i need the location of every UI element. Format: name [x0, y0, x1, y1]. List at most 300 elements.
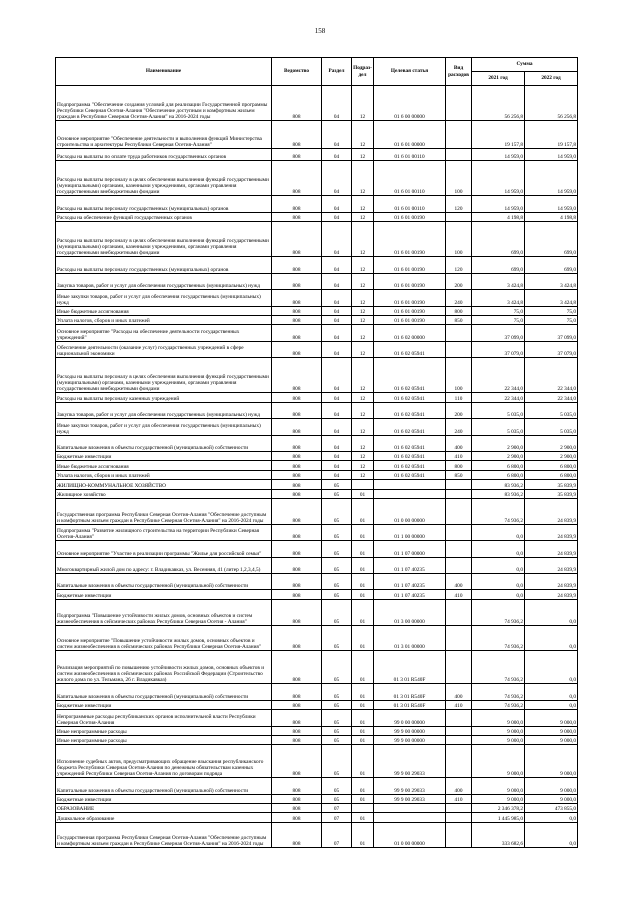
cell-sum-2021: 2 900,0 — [472, 452, 525, 461]
cell-section: 04 — [322, 290, 352, 306]
cell-target: 01 3 01 00000 — [374, 625, 446, 651]
cell-section: 04 — [322, 257, 352, 273]
cell-sum-2022: 6 800,0 — [525, 470, 578, 479]
budget-table — [55, 57, 578, 848]
cell-subsection: 01 — [352, 574, 374, 590]
cell-name: Расходы на выплаты персоналу государственных (муниципальных) органов — [56, 196, 272, 212]
cell-exptype: 100 — [446, 358, 472, 393]
table-row — [56, 393, 578, 402]
cell-sum-2021: 75,0 — [472, 315, 525, 324]
cell-target — [374, 489, 446, 498]
table-row — [56, 574, 578, 590]
cell-subsection: 01 — [352, 489, 374, 498]
cell-sum-2022: 9 000,0 — [525, 778, 578, 794]
cell-sum-2022: 2 900,0 — [525, 435, 578, 451]
cell-dept: 808 — [272, 196, 322, 212]
header-exptype: Вид расходов — [446, 58, 472, 86]
table-row — [56, 684, 578, 700]
cell-sum-2021: 74 936,2 — [472, 498, 525, 524]
cell-exptype: 100 — [446, 161, 472, 196]
cell-subsection: 12 — [352, 149, 374, 161]
cell-section: 05 — [322, 735, 352, 744]
cell-exptype — [446, 803, 472, 812]
cell-exptype — [446, 651, 472, 684]
table-row — [56, 358, 578, 393]
cell-section: 05 — [322, 726, 352, 735]
cell-section: 05 — [322, 524, 352, 540]
cell-name: Капитальные вложения в объекты государственной (муниципальной) собственности — [56, 574, 272, 590]
cell-section: 05 — [322, 710, 352, 726]
table-row — [56, 625, 578, 651]
cell-subsection: 12 — [352, 452, 374, 461]
table-row — [56, 590, 578, 599]
table-row — [56, 435, 578, 451]
cell-sum-2022: 75,0 — [525, 306, 578, 315]
cell-section: 04 — [322, 461, 352, 470]
cell-sum-2021: 37 099,0 — [472, 325, 525, 341]
cell-name: Непрограммные расходы республиканских органов исполнительной власти Республики Северная Осетия-Алания — [56, 710, 272, 726]
cell-dept: 808 — [272, 745, 322, 778]
header-target: Целевая статья — [374, 58, 446, 86]
cell-exptype — [446, 341, 472, 357]
cell-sum-2021: 75,0 — [472, 306, 525, 315]
cell-sum-2021: 9 000,0 — [472, 735, 525, 744]
cell-name: Жилищное хозяйство — [56, 489, 272, 498]
cell-subsection: 12 — [352, 325, 374, 341]
cell-sum-2021: 0,0 — [472, 574, 525, 590]
cell-name: Дошкольное образование — [56, 813, 272, 822]
table-row — [56, 470, 578, 479]
cell-dept: 808 — [272, 435, 322, 451]
cell-target: 01 6 01 00190 — [374, 212, 446, 221]
header-year-2021: 2021 год — [472, 72, 525, 86]
cell-name: Расходы на обеспечение функций государственных органов — [56, 212, 272, 221]
cell-section: 04 — [322, 402, 352, 418]
table-row — [56, 813, 578, 822]
table-row — [56, 498, 578, 524]
table-row — [56, 161, 578, 196]
cell-target: 01 0 00 00000 — [374, 498, 446, 524]
cell-exptype: 240 — [446, 290, 472, 306]
cell-subsection: 12 — [352, 461, 374, 470]
cell-subsection: 12 — [352, 470, 374, 479]
table-row — [56, 480, 578, 489]
cell-section: 07 — [322, 822, 352, 848]
cell-subsection: 01 — [352, 590, 374, 599]
cell-target: 01 6 02 05941 — [374, 435, 446, 451]
table-row — [56, 196, 578, 212]
cell-exptype: 200 — [446, 402, 472, 418]
cell-exptype — [446, 86, 472, 121]
cell-sum-2021: 0,0 — [472, 557, 525, 573]
cell-subsection: 01 — [352, 498, 374, 524]
cell-section: 04 — [322, 161, 352, 196]
cell-exptype: 120 — [446, 196, 472, 212]
cell-sum-2021: 2 900,0 — [472, 435, 525, 451]
cell-sum-2022: 24 839,9 — [525, 590, 578, 599]
cell-dept: 808 — [272, 325, 322, 341]
table-row — [56, 306, 578, 315]
cell-target: 01 6 01 00110 — [374, 149, 446, 161]
cell-name: Иные закупки товаров, работ и услуг для обеспечения государственных (муниципальных) нужд — [56, 419, 272, 435]
cell-target — [374, 480, 446, 489]
table-row — [56, 222, 578, 257]
cell-exptype — [446, 489, 472, 498]
cell-name: Подпрограмма "Повышение устойчивости жилых домов, основных объектов и систем жизнеобеспечения в сейсмических районах Республики Северная Осетия - Алания" — [56, 599, 272, 625]
cell-sum-2022: 699,0 — [525, 222, 578, 257]
cell-sum-2022: 9 000,0 — [525, 745, 578, 778]
cell-dept: 808 — [272, 315, 322, 324]
cell-sum-2022: 14 959,0 — [525, 196, 578, 212]
cell-exptype: 100 — [446, 222, 472, 257]
cell-section: 07 — [322, 803, 352, 812]
cell-exptype — [446, 822, 472, 848]
cell-exptype: 850 — [446, 315, 472, 324]
cell-target: 01 6 02 05941 — [374, 393, 446, 402]
cell-sum-2021: 37 079,0 — [472, 341, 525, 357]
cell-exptype — [446, 480, 472, 489]
cell-sum-2021: 22 344,0 — [472, 393, 525, 402]
cell-subsection: 12 — [352, 290, 374, 306]
cell-sum-2021: 56 256,8 — [472, 86, 525, 121]
cell-section: 04 — [322, 470, 352, 479]
cell-sum-2022: 5 035,0 — [525, 419, 578, 435]
cell-target: 01 3 01 R540F — [374, 700, 446, 709]
cell-subsection — [352, 803, 374, 812]
table-row — [56, 419, 578, 435]
cell-exptype: 800 — [446, 306, 472, 315]
cell-name: Уплата налогов, сборов и иных платежей — [56, 470, 272, 479]
cell-exptype: 410 — [446, 700, 472, 709]
cell-dept: 808 — [272, 726, 322, 735]
cell-name: Закупка товаров, работ и услуг для обеспечения государственных (муниципальных) нужд — [56, 402, 272, 418]
header-section: Раздел — [322, 58, 352, 86]
cell-section: 05 — [322, 794, 352, 803]
table-row — [56, 524, 578, 540]
table-row — [56, 452, 578, 461]
cell-sum-2022: 14 959,0 — [525, 161, 578, 196]
cell-section: 04 — [322, 196, 352, 212]
cell-subsection: 12 — [352, 212, 374, 221]
cell-sum-2021: 9 000,0 — [472, 710, 525, 726]
cell-target: 01 6 01 00110 — [374, 196, 446, 212]
cell-sum-2021: 4 198,8 — [472, 212, 525, 221]
cell-target: 01 6 02 05941 — [374, 452, 446, 461]
table-row — [56, 710, 578, 726]
cell-name: Расходы на выплаты персоналу государственных (муниципальных) органов — [56, 257, 272, 273]
cell-sum-2021: 9 000,0 — [472, 778, 525, 794]
cell-exptype — [446, 599, 472, 625]
cell-target: 99 9 00 00000 — [374, 726, 446, 735]
cell-target: 01 1 00 00000 — [374, 524, 446, 540]
cell-sum-2022: 2 900,0 — [525, 452, 578, 461]
cell-sum-2021: 14 959,0 — [472, 161, 525, 196]
cell-subsection: 01 — [352, 794, 374, 803]
cell-section: 04 — [322, 419, 352, 435]
cell-sum-2021: 83 936,2 — [472, 489, 525, 498]
cell-target: 01 6 00 00000 — [374, 86, 446, 121]
cell-subsection: 01 — [352, 813, 374, 822]
cell-section: 04 — [322, 452, 352, 461]
cell-name: Бюджетные инвестиции — [56, 794, 272, 803]
table-header — [56, 58, 578, 86]
cell-exptype — [446, 726, 472, 735]
cell-target: 01 0 00 00000 — [374, 822, 446, 848]
cell-section: 04 — [322, 222, 352, 257]
cell-subsection: 12 — [352, 435, 374, 451]
cell-sum-2021: 22 344,0 — [472, 358, 525, 393]
cell-name: Иные бюджетные ассигнования — [56, 461, 272, 470]
cell-target: 01 6 02 05941 — [374, 470, 446, 479]
cell-exptype — [446, 212, 472, 221]
cell-section: 05 — [322, 557, 352, 573]
cell-dept: 808 — [272, 778, 322, 794]
table-row — [56, 735, 578, 744]
cell-dept: 808 — [272, 161, 322, 196]
cell-subsection: 12 — [352, 306, 374, 315]
cell-target: 01 6 01 00000 — [374, 121, 446, 149]
cell-sum-2022: 75,0 — [525, 315, 578, 324]
cell-dept: 808 — [272, 480, 322, 489]
cell-dept: 808 — [272, 599, 322, 625]
cell-sum-2022: 0,0 — [525, 599, 578, 625]
table-row — [56, 290, 578, 306]
cell-exptype: 400 — [446, 684, 472, 700]
header-name: Наименование — [56, 58, 272, 86]
cell-section: 04 — [322, 273, 352, 289]
cell-target — [374, 813, 446, 822]
cell-target: 01 1 07 40235 — [374, 574, 446, 590]
cell-exptype — [446, 149, 472, 161]
cell-dept: 808 — [272, 735, 322, 744]
cell-target: 01 3 01 R540F — [374, 684, 446, 700]
table-row — [56, 315, 578, 324]
cell-sum-2021: 2 346 378,2 — [472, 803, 525, 812]
cell-sum-2022: 3 424,8 — [525, 273, 578, 289]
cell-sum-2022: 19 157,8 — [525, 121, 578, 149]
cell-dept: 808 — [272, 341, 322, 357]
cell-exptype: 400 — [446, 574, 472, 590]
cell-sum-2022: 35 839,9 — [525, 489, 578, 498]
cell-exptype — [446, 524, 472, 540]
cell-subsection: 01 — [352, 651, 374, 684]
cell-section: 05 — [322, 480, 352, 489]
cell-exptype: 240 — [446, 419, 472, 435]
cell-subsection: 12 — [352, 196, 374, 212]
cell-sum-2021: 0,0 — [472, 590, 525, 599]
cell-name: Основное мероприятие "Обеспечение деятельности и выполнения функций Министерства строительства и архитектуры Республики Северная Осетия-Алания" — [56, 121, 272, 149]
cell-dept: 808 — [272, 625, 322, 651]
cell-subsection: 12 — [352, 393, 374, 402]
cell-section: 05 — [322, 651, 352, 684]
table-row — [56, 700, 578, 709]
cell-sum-2022: 5 035,0 — [525, 402, 578, 418]
cell-subsection: 01 — [352, 524, 374, 540]
cell-sum-2021: 83 936,2 — [472, 480, 525, 489]
table-row — [56, 461, 578, 470]
cell-target: 01 6 01 00190 — [374, 306, 446, 315]
cell-name: Капитальные вложения в объекты государственной (муниципальной) собственности — [56, 684, 272, 700]
table-row — [56, 599, 578, 625]
cell-subsection: 12 — [352, 402, 374, 418]
cell-section: 05 — [322, 700, 352, 709]
cell-section: 04 — [322, 212, 352, 221]
cell-sum-2021: 9 000,0 — [472, 726, 525, 735]
cell-sum-2021: 699,0 — [472, 257, 525, 273]
cell-name: Основное мероприятие "Расходы на обеспечение деятельности государственных учреждений" — [56, 325, 272, 341]
cell-target: 01 1 07 00000 — [374, 541, 446, 557]
cell-target: 01 1 07 40235 — [374, 590, 446, 599]
cell-dept: 808 — [272, 358, 322, 393]
cell-sum-2022: 56 256,8 — [525, 86, 578, 121]
cell-sum-2022: 473 855,0 — [525, 803, 578, 812]
table-row — [56, 257, 578, 273]
cell-name: Подпрограмма "Обеспечение создания условий для реализации Государственной программы Республики Северная Осетия-Алания "Обеспечение доступным и комфортным жильем граждан в Республике Северная Осетия-Алания" на 2016-2024 годы — [56, 86, 272, 121]
cell-dept: 808 — [272, 710, 322, 726]
cell-dept: 808 — [272, 557, 322, 573]
cell-section: 05 — [322, 498, 352, 524]
cell-name: Расходы на выплаты персоналу в целях обеспечения выполнения функций государственными (муниципальными) органами, казенными учреждениями, органами управления государственными внебюджетными фондами — [56, 161, 272, 196]
cell-name: Подпрограмма "Развитие жилищного строительства на территории Республики Северная Осетия-Алания" — [56, 524, 272, 540]
cell-section: 05 — [322, 778, 352, 794]
cell-dept: 808 — [272, 470, 322, 479]
table-row — [56, 121, 578, 149]
cell-name: Бюджетные инвестиции — [56, 590, 272, 599]
cell-dept: 808 — [272, 212, 322, 221]
cell-sum-2022: 0,0 — [525, 684, 578, 700]
cell-dept: 808 — [272, 794, 322, 803]
cell-subsection: 01 — [352, 710, 374, 726]
cell-target: 01 1 07 40235 — [374, 557, 446, 573]
cell-dept: 808 — [272, 121, 322, 149]
cell-sum-2022: 6 800,0 — [525, 461, 578, 470]
cell-sum-2022: 0,0 — [525, 625, 578, 651]
cell-section: 04 — [322, 393, 352, 402]
cell-sum-2021: 74 936,2 — [472, 651, 525, 684]
header-year-2022: 2022 год — [525, 72, 578, 86]
cell-sum-2022: 699,0 — [525, 257, 578, 273]
cell-sum-2021: 0,0 — [472, 541, 525, 557]
cell-name: Расходы на выплаты персоналу в целях обеспечения выполнения функций государственными (муниципальными) органами, казенными учреждениями, органами управления государственными внебюджетными фондами — [56, 222, 272, 257]
cell-target: 99 0 00 00000 — [374, 710, 446, 726]
cell-dept: 808 — [272, 86, 322, 121]
cell-section: 05 — [322, 625, 352, 651]
cell-dept: 808 — [272, 524, 322, 540]
cell-subsection: 12 — [352, 341, 374, 357]
cell-section: 04 — [322, 341, 352, 357]
table-row — [56, 651, 578, 684]
table-row — [56, 726, 578, 735]
cell-subsection: 12 — [352, 257, 374, 273]
cell-sum-2021: 699,0 — [472, 222, 525, 257]
cell-name: Иные бюджетные ассигнования — [56, 306, 272, 315]
cell-exptype: 800 — [446, 461, 472, 470]
cell-dept: 808 — [272, 290, 322, 306]
cell-subsection: 01 — [352, 822, 374, 848]
cell-target: 99 9 00 29033 — [374, 745, 446, 778]
cell-name: Бюджетные инвестиции — [56, 700, 272, 709]
cell-sum-2021: 9 000,0 — [472, 745, 525, 778]
cell-subsection: 12 — [352, 358, 374, 393]
cell-dept: 808 — [272, 541, 322, 557]
cell-name: Расходы на выплаты персоналу в целях обеспечения выполнения функций государственными (муниципальными) органами, казенными учреждениями, органами управления государственными внебюджетными фондами — [56, 358, 272, 393]
cell-section: 05 — [322, 599, 352, 625]
cell-dept: 808 — [272, 257, 322, 273]
cell-exptype: 120 — [446, 257, 472, 273]
cell-sum-2021: 14 959,0 — [472, 149, 525, 161]
cell-target: 01 6 02 05941 — [374, 461, 446, 470]
cell-exptype: 110 — [446, 393, 472, 402]
cell-target: 01 6 02 00000 — [374, 325, 446, 341]
cell-sum-2022: 24 839,9 — [525, 541, 578, 557]
cell-section: 04 — [322, 306, 352, 315]
cell-name: Иные закупки товаров, работ и услуг для обеспечения государственных (муниципальных) нужд — [56, 290, 272, 306]
cell-subsection: 12 — [352, 315, 374, 324]
cell-dept: 808 — [272, 461, 322, 470]
cell-sum-2022: 9 000,0 — [525, 726, 578, 735]
cell-name: Расходы на выплаты по оплате труда работников государственных органов — [56, 149, 272, 161]
cell-section: 05 — [322, 574, 352, 590]
cell-section: 05 — [322, 489, 352, 498]
cell-subsection: 01 — [352, 700, 374, 709]
cell-name: Капитальные вложения в объекты государственной (муниципальной) собственности — [56, 778, 272, 794]
cell-target: 01 6 02 05941 — [374, 358, 446, 393]
cell-exptype: 410 — [446, 452, 472, 461]
cell-subsection: 01 — [352, 684, 374, 700]
cell-sum-2022: 4 198,8 — [525, 212, 578, 221]
cell-name: Основное мероприятие "Повышение устойчивости жилых домов, основных объектов и систем жизнеобеспечения в сейсмических районах Республики Северная Осетия-Алания" — [56, 625, 272, 651]
cell-sum-2022: 22 344,0 — [525, 358, 578, 393]
cell-name: Бюджетные инвестиции — [56, 452, 272, 461]
cell-exptype — [446, 557, 472, 573]
cell-section: 05 — [322, 541, 352, 557]
cell-sum-2021: 74 936,2 — [472, 599, 525, 625]
page-number: 158 — [314, 27, 326, 35]
cell-dept: 808 — [272, 700, 322, 709]
cell-sum-2021: 6 800,0 — [472, 470, 525, 479]
cell-target: 01 6 02 05941 — [374, 341, 446, 357]
cell-subsection: 01 — [352, 625, 374, 651]
cell-name: Обеспечение деятельности (оказание услуг) государственных учреждений в сфере национальной экономики — [56, 341, 272, 357]
cell-exptype — [446, 813, 472, 822]
table-row — [56, 803, 578, 812]
table-row — [56, 325, 578, 341]
table-row — [56, 822, 578, 848]
table-body — [56, 86, 578, 848]
cell-exptype — [446, 121, 472, 149]
cell-target: 01 6 01 00190 — [374, 315, 446, 324]
cell-sum-2021: 1 445 985,0 — [472, 813, 525, 822]
cell-subsection: 12 — [352, 419, 374, 435]
cell-target: 01 6 01 00190 — [374, 257, 446, 273]
cell-sum-2021: 74 936,2 — [472, 684, 525, 700]
cell-section: 04 — [322, 358, 352, 393]
cell-sum-2021: 0,0 — [472, 524, 525, 540]
cell-name: ЖИЛИЩНО-КОММУНАЛЬНОЕ ХОЗЯЙСТВО — [56, 480, 272, 489]
cell-dept: 808 — [272, 803, 322, 812]
cell-section: 04 — [322, 315, 352, 324]
cell-target: 01 3 00 00000 — [374, 599, 446, 625]
cell-subsection: 01 — [352, 541, 374, 557]
cell-exptype: 410 — [446, 794, 472, 803]
cell-dept: 808 — [272, 402, 322, 418]
cell-name: ОБРАЗОВАНИЕ — [56, 803, 272, 812]
table-row — [56, 745, 578, 778]
table-row — [56, 86, 578, 121]
cell-subsection: 01 — [352, 557, 374, 573]
cell-sum-2021: 5 035,0 — [472, 402, 525, 418]
cell-exptype: 850 — [446, 470, 472, 479]
